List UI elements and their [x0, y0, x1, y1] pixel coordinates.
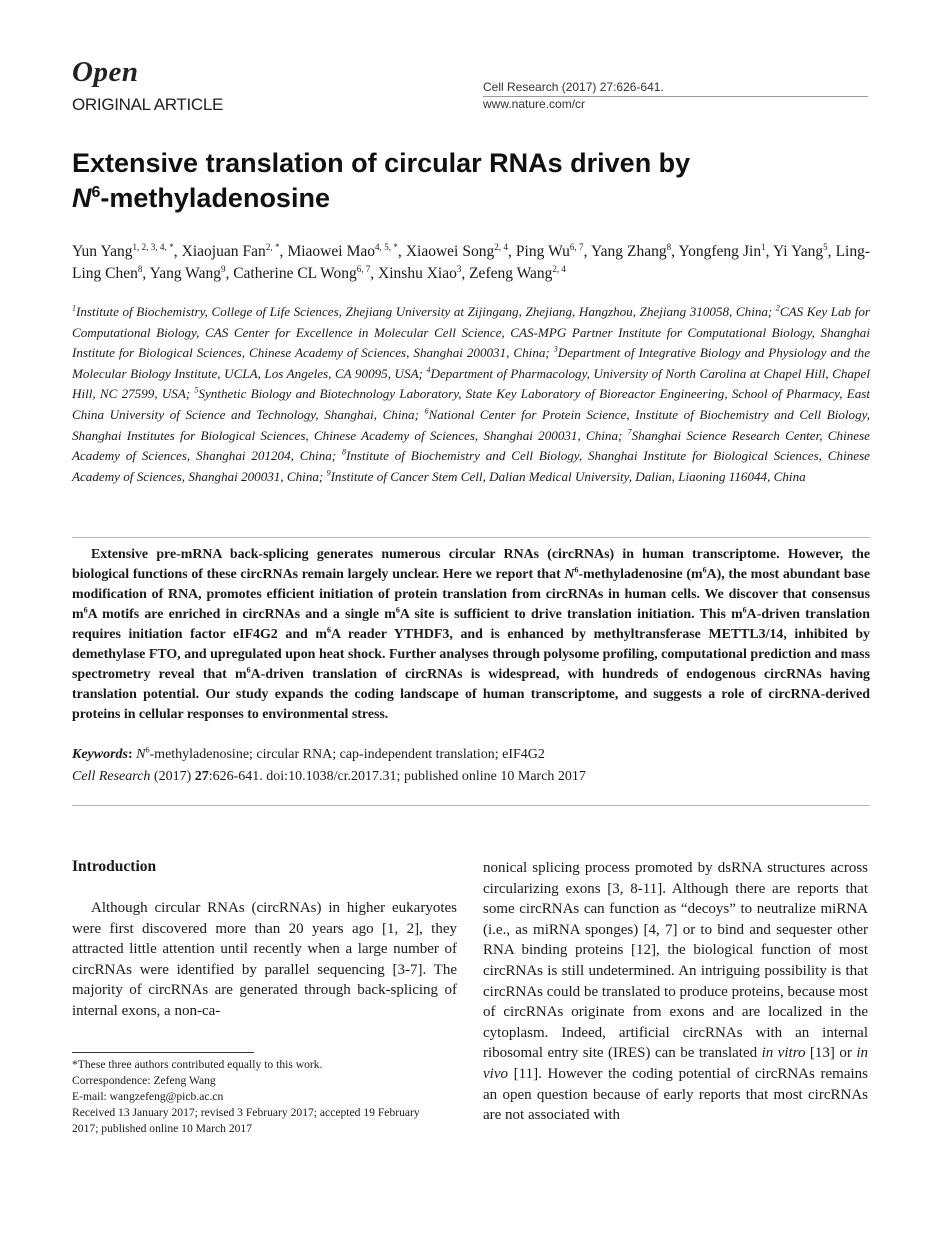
author-affiliation-marker: 1, 2, 3, 4, * — [132, 241, 174, 252]
keywords-text: -methyladenosine; circular RNA; cap-independent translation; eIF4G2 — [149, 747, 545, 762]
intro-right-column-text — [483, 858, 868, 1126]
abstract-superscript: 6 — [83, 605, 88, 615]
author-separator: , — [397, 243, 406, 260]
abstract-segment: A site is sufficient to drive translation initiation. This m — [399, 607, 743, 622]
affiliation-text: Department of Integrative Biology and Physiology and the Molecular Biology Institute, UCLA, Los Angeles, CA 90095, USA; — [72, 345, 871, 381]
title-n-italic: N — [72, 183, 92, 213]
author-name: Xinshu Xiao — [378, 265, 457, 282]
abstract-bottom-divider — [72, 805, 870, 806]
abstract-top-divider — [72, 537, 870, 538]
affiliation-text: Synthetic Biology and Biotechnology Laboratory, State Key Laboratory of Bioreactor Engineering, School of Pharmacy, East China University of Science and Technology, Shanghai, China; — [72, 386, 870, 422]
footnote-equal-contribution: *These three authors contributed equally to this work. — [72, 1058, 323, 1071]
affiliation-number: 6 — [424, 406, 429, 416]
author-affiliation-marker: 5 — [823, 241, 828, 252]
author-name: Xiaojuan Fan — [181, 243, 266, 260]
author-name: Ping Wu — [515, 243, 570, 260]
abstract-segment: A-driven translation of circRNAs is widespread, with hundreds of endogenous circRNAs having translation potential. Our study expands the coding landscape of human transcriptome, and suggests a role of circRNA-derived proteins in cellular responses to environmental stress. — [72, 667, 871, 722]
author-affiliation-marker: 2, 4 — [552, 263, 566, 274]
title-superscript: 6 — [91, 184, 101, 201]
abstract-superscript: 6 — [395, 605, 400, 615]
affiliation-number: 3 — [553, 344, 558, 354]
body-segment: nonical splicing process promoted by dsRNA structures across circularizing exons [3, 8-11]. Although there are reports that some circRNAs can function as “decoys” to neutralize miRNA (i.e., as miRNA sponges) [4, 7] or to bind and sequester other RNA binding proteins [12], the biological function of most circRNAs is still undetermined. An intriguing possibility is that circRNAs could be translated to produce proteins, because most of circRNAs originate from exons and are localized in the cytoplasm. Indeed, artificial circRNAs with an internal ribosomal entry site (IRES) can be translated — [483, 860, 868, 1062]
author-affiliation-marker: 8 — [137, 263, 143, 274]
abstract-segment: Extensive pre-mRNA back-splicing generates numerous circular RNAs (circRNAs) in human transcriptome. However, the biological functions of these circRNAs remain largely unclear. Here we report that — [72, 547, 870, 582]
citation-volume: 27 — [194, 769, 209, 784]
abstract-n-italic: N — [564, 567, 575, 582]
abstract-segment: -methyladenosine (m — [578, 567, 703, 582]
footnote-published: 2017; published online 10 March 2017 — [72, 1122, 253, 1135]
section-heading-introduction: Introduction — [72, 858, 157, 875]
affiliation-text: Institute of Cancer Stem Cell, Dalian Medical University, Dalian, Liaoning 116044, China — [330, 468, 806, 484]
article-type-label: ORIGINAL ARTICLE — [72, 95, 224, 114]
author-list — [72, 241, 870, 285]
footnotes — [72, 1057, 462, 1137]
article-title — [72, 146, 872, 216]
author-separator: , — [142, 265, 150, 282]
author-affiliation-marker: 4, 5, * — [375, 241, 398, 252]
body-italic-in-vitro: in vitro — [761, 1045, 806, 1062]
title-line-1: Extensive translation of circular RNAs driven by — [72, 148, 691, 178]
citation-line — [72, 767, 870, 787]
author-affiliation-marker: 6, 7 — [569, 241, 584, 252]
abstract-superscript: 6 — [702, 565, 707, 575]
author-separator: , — [461, 265, 470, 282]
abstract-segment: A), the most abundant base modification of RNA, promotes efficient initiation of protein translation from circRNAs in human cells. We discover that consensus m — [72, 567, 870, 622]
author-separator: , — [279, 243, 288, 260]
footnote-email[interactable]: E-mail: wangzefeng@picb.ac.cn — [72, 1090, 224, 1103]
author-separator: , — [827, 243, 836, 260]
affiliation-number: 2 — [775, 303, 780, 313]
author-name: Ling-Ling Chen — [72, 243, 870, 282]
keywords-superscript: 6 — [145, 745, 150, 755]
abstract-text — [72, 545, 870, 725]
citation-doi: :626-641. doi:10.1038/cr.2017.31; published online 10 March 2017 — [208, 769, 586, 784]
abstract-superscript: 6 — [326, 625, 331, 635]
citation-year: (2017) — [150, 769, 195, 784]
affiliation-text: Institute of Biochemistry and Cell Biology, Shanghai Institute for Biological Sciences, Chinese Academy of Sciences, Shanghai 200031, China; — [72, 448, 870, 484]
keywords-colon: : — [128, 747, 137, 762]
author-separator: , — [671, 243, 679, 260]
body-segment: [13] or — [805, 1045, 857, 1062]
author-affiliation-marker: 8 — [666, 241, 672, 252]
author-affiliation-marker: 6, 7 — [356, 263, 371, 274]
author-separator: , — [173, 243, 182, 260]
affiliation-number: 1 — [72, 303, 76, 313]
author-affiliation-marker: 3 — [456, 263, 462, 274]
journal-url-link[interactable]: www.nature.com/cr — [483, 97, 586, 111]
author-separator: , — [765, 243, 773, 260]
affiliation-number: 5 — [194, 386, 199, 396]
affiliation-number: 8 — [342, 447, 346, 457]
body-segment: [11]. However the coding potential of circRNAs remains an open question because of early reports that most circRNAs are not associated with — [483, 1065, 868, 1124]
author-separator: , — [370, 265, 379, 282]
keywords-line — [72, 745, 870, 765]
affiliation-text: CAS Key Lab for Computational Biology, CAS Center for Excellence in Molecular Cell Science, CAS-MPG Partner Institute for Computational Biology, Shanghai Institute for Biological Sciences, Chinese Academy of Sciences, Shanghai 200031, China; — [72, 304, 870, 361]
abstract-superscript: 6 — [246, 665, 251, 675]
abstract-superscript: 6 — [742, 605, 747, 615]
author-name: Yang Zhang — [590, 243, 667, 260]
author-separator: , — [507, 243, 516, 260]
footnote-divider — [72, 1052, 254, 1053]
body-italic-in-vivo: in vivo — [483, 1045, 868, 1082]
author-name: Zefeng Wang — [469, 265, 553, 282]
abstract-segment: A motifs are enriched in circRNAs and a single m — [87, 607, 396, 622]
author-separator: , — [225, 265, 234, 282]
abstract-segment: A reader YTHDF3, and is enhanced by methyltransferase METTL3/14, inhibited by demethylase FTO, and upregulated upon heat shock. Further analyses through polysome profiling, computational prediction and mass spectrometry reveal that m — [72, 627, 870, 682]
author-name: Yun Yang — [72, 243, 133, 260]
keywords-n-italic: N — [136, 747, 146, 762]
author-name: Yi Yang — [772, 243, 824, 260]
title-line-2: -methyladenosine — [100, 183, 330, 213]
affiliation-number: 9 — [326, 468, 331, 478]
keywords-label: Keywords — [72, 747, 128, 762]
footnote-received: Received 13 January 2017; revised 3 February 2017; accepted 19 February — [72, 1106, 420, 1119]
affiliation-text: Department of Pharmacology, University of North Carolina at Chapel Hill, Chapel Hill, NC 27599, USA; — [72, 365, 870, 402]
intro-left-column-text: Although circular RNAs (circRNAs) in higher eukaryotes were first discovered more than 20 years ago [1, 2], they attracted little attention until recently when a large number of circRNAs were identified by parallel sequencing [3-7]. The majority of circRNAs are generated through back-splicing of internal exons, a non-ca- — [72, 900, 457, 1019]
author-name: Yongfeng Jin — [678, 243, 762, 260]
abstract-superscript: 6 — [574, 565, 579, 575]
citation-journal: Cell Research — [72, 769, 151, 784]
author-affiliation-marker: 1 — [761, 241, 766, 252]
abstract-segment: A-driven translation requires initiation factor eIF4G2 and m — [72, 607, 870, 642]
journal-reference: Cell Research (2017) 27:626-641. — [483, 80, 664, 94]
affiliation-text: Shanghai Science Research Center, Chinese Academy of Sciences, Shanghai 201204, China; — [72, 427, 870, 464]
affiliation-text: National Center for Protein Science, Institute of Biochemistry and Cell Biology, Shanghai Institutes for Biological Sciences, Chinese Academy of Sciences, Shanghai 200031, China; — [72, 406, 870, 443]
footnote-correspondence: Correspondence: Zefeng Wang — [72, 1074, 216, 1087]
author-name: Miaowei Mao — [287, 243, 376, 260]
open-access-logo: Open — [72, 56, 139, 88]
affiliation-text: Institute of Biochemistry, College of Life Sciences, Zhejiang University at Zijingang, Zhejiang, Hangzhou, Zhejiang 310058, China; — [76, 304, 776, 319]
author-affiliation-marker: 9 — [220, 263, 226, 274]
author-separator: , — [583, 243, 591, 260]
author-name: Yang Wang — [149, 265, 221, 282]
affiliation-number: 4 — [426, 365, 431, 375]
affiliation-list — [72, 302, 870, 487]
author-name: Catherine CL Wong — [233, 265, 357, 282]
author-affiliation-marker: 2, 4 — [494, 241, 508, 252]
author-affiliation-marker: 2, * — [265, 241, 280, 252]
affiliation-number: 7 — [627, 427, 632, 437]
author-name: Xiaowei Song — [405, 243, 495, 260]
